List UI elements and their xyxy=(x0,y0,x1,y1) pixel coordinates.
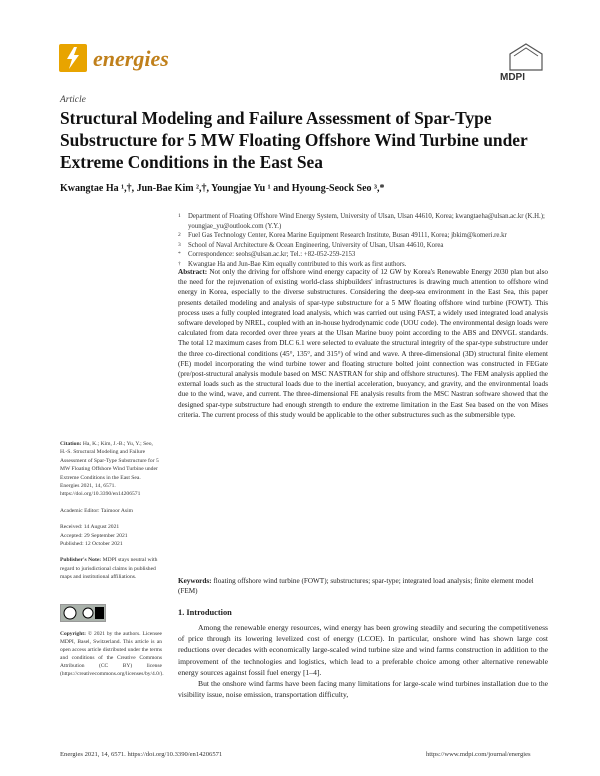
citation-text[interactable]: Ha, K.; Kim, J.-B.; Yu, Y.; Seo, H.-S. Structural Modeling and Failure Assessment of Spar-Type Substructure for 5 MW Floating Offshore Wind Turbine under Extreme Conditions in the East Sea. Energies 2021, 14, 6571. https://doi.org/10.3390/en14206571 xyxy=(60,441,159,498)
cc-by-license-badge[interactable] xyxy=(60,604,106,622)
publisher-note-label: Publisher's Note: xyxy=(60,557,102,564)
author-list: Kwangtae Ha ¹,†, Jun-Bae Kim ²,†, Youngjae Yu ¹ and Hyoung-Seock Seo ³,* xyxy=(60,183,385,194)
footer-citation[interactable]: Energies 2021, 14, 6571. https://doi.org/10.3390/en14206571 xyxy=(60,751,223,758)
paragraph: Among the renewable energy resources, wind energy has been growing steadily and securing the competitiveness of price through its lowering levelized cost of energy (LCOE). In particular, onshore wind has shown large cost reductions over decades with economically large-scaled wind turbine size and wind farms construction in addition to the improvement of the technologies and logistics, which lead to a preferable choice among other alternative renewable energy sources against fossil fuel energy [1–4]. xyxy=(178,623,548,677)
citation xyxy=(60,440,160,499)
affiliation-text: School of Naval Architecture & Ocean Engineering, University of Ulsan, Ulsan 44610, Korea xyxy=(188,241,444,249)
mdpi-logo-icon xyxy=(506,42,546,74)
creative-commons-icon xyxy=(61,605,105,621)
copyright-label: Copyright: xyxy=(60,631,86,637)
article-type: Article xyxy=(60,95,86,105)
journal-name: energies xyxy=(93,46,169,71)
paper-title: Structural Modeling and Failure Assessment of Spar-Type Substructure for 5 MW Floating Offshore Wind Turbine under Extreme Conditions in the East Sea xyxy=(60,108,528,172)
abstract-label: Abstract: xyxy=(178,268,208,276)
lightning-icon xyxy=(59,44,87,72)
affiliation-item xyxy=(178,250,548,260)
keywords xyxy=(178,576,548,596)
copyright-text: © 2021 by the authors. Licensee MDPI, Basel, Switzerland. This article is an open access article distributed under the terms and conditions of the Creative Commons Attribution (CC BY) license (https://creativecommons.org/licenses/by/4.0/). xyxy=(60,631,164,678)
abstract-text: Not only the driving for offshore wind energy capacity of 12 GW by Korea's Renewable Energy 2030 plan but also the need for the rejuvenation of existing world-class shipbuilders' infrastructures is drawing much attention to offshore wind energy in Korea, especially to the diverse substructures. Considering the deep-sea environment in the East Sea, this paper presents detailed modeling and analysis of spar-type substructure for a 5 MW floating offshore wind turbine (FOWT). This process uses a fully coupled integrated load analysis, which was carried out using FAST, a widely used integrated load analysis software developed by NREL, coupled with an in-house hydrodynamic code (UOU code). The environmental design loads were calculated from data recorded over three years at the Ulsan Marine buoy point according to the ABS and DNVGL standards. The total 12 maximum cases from DLC 6.1 were selected to evaluate the structural integrity of the spar-type substructure under the three co-directional conditions (45°, 135°, and 315°) of wind and wave. A three-dimensional (3D) structural finite element (FE) model incorporating the wind turbine tower and floating structure bolted joint connection was constructed in FEGate (pre/post-structural analysis module based on MSC NASTRAN for ship and offshore structures). The FEM analysis applied the external loads such as the structural loads due to the inertial acceleration, buoyancy, and gravity, and the environmental loads due to the wind, wave, and current. The three-dimensional FE analysis results from the MSC Nastran software showed that the designed spar-type substructure had enough strength to endure the extreme limitation in the East Sea based on the von Mises criteria. The current process of this study would be applicable to the other substructures such as the submersible type. xyxy=(178,268,549,419)
publisher-note-text: MDPI stays neutral with regard to jurisdictional claims in published maps and institutional affiliations. xyxy=(60,557,158,581)
footer-journal-url[interactable]: https://www.mdpi.com/journal/energies xyxy=(426,751,531,758)
publisher-note xyxy=(60,556,160,581)
affiliation-text: Kwangtae Ha and Jun-Bae Kim equally contributed to this work as first authors. xyxy=(188,260,407,268)
affiliation-mark: 1 xyxy=(178,213,181,219)
affiliation-text: Correspondence: seohs@ulsan.ac.kr; Tel.: +82-052-259-2153 xyxy=(188,251,356,259)
affiliation-item xyxy=(178,241,548,251)
introduction-body xyxy=(178,622,548,700)
journal-logo xyxy=(59,44,87,72)
published-date: Published: 12 October 2021 xyxy=(60,541,123,548)
affiliation-item xyxy=(178,231,548,241)
section-title: 1. Introduction xyxy=(178,608,232,617)
received-date: Received: 14 August 2021 xyxy=(60,524,120,531)
academic-editor: Academic Editor: Taimoor Asim xyxy=(60,507,133,514)
affiliation-text: Department of Floating Offshore Wind Energy System, University of Ulsan, Ulsan 44610, Korea; kwangtaeha@ulsan.ac.kr (K.H.); youngjae_yu@outlook.com (Y.Y.) xyxy=(188,213,545,230)
abstract xyxy=(178,267,548,420)
copyright-license xyxy=(60,630,162,679)
citation-label: Citation: xyxy=(60,441,82,447)
keywords-label: Keywords: xyxy=(178,577,212,585)
affiliation-text: Fuel Gas Technology Center, Korea Marine Equipment Research Institute, Busan 49111, Korea; jbkim@komeri.re.kr xyxy=(188,232,507,240)
affiliation-mark: 2 xyxy=(178,232,181,239)
paragraph: But the onshore wind farms have been facing many limitations for large-scale wind turbines installation due to the visibility issue, noise emission, transportation difficulty, xyxy=(178,679,548,700)
affiliation-item xyxy=(178,212,548,231)
accepted-date: Accepted: 29 September 2021 xyxy=(60,532,128,539)
affiliation-mark: * xyxy=(178,251,181,258)
sidebar xyxy=(60,440,160,590)
affiliations xyxy=(178,212,548,270)
affiliation-mark: † xyxy=(178,260,181,267)
keywords-text: floating offshore wind turbine (FOWT); substructures; spar-type; integrated load analysis; finite element model (FEM) xyxy=(178,577,534,596)
affiliation-mark: 3 xyxy=(178,241,181,248)
publisher-name: MDPI xyxy=(500,72,525,83)
